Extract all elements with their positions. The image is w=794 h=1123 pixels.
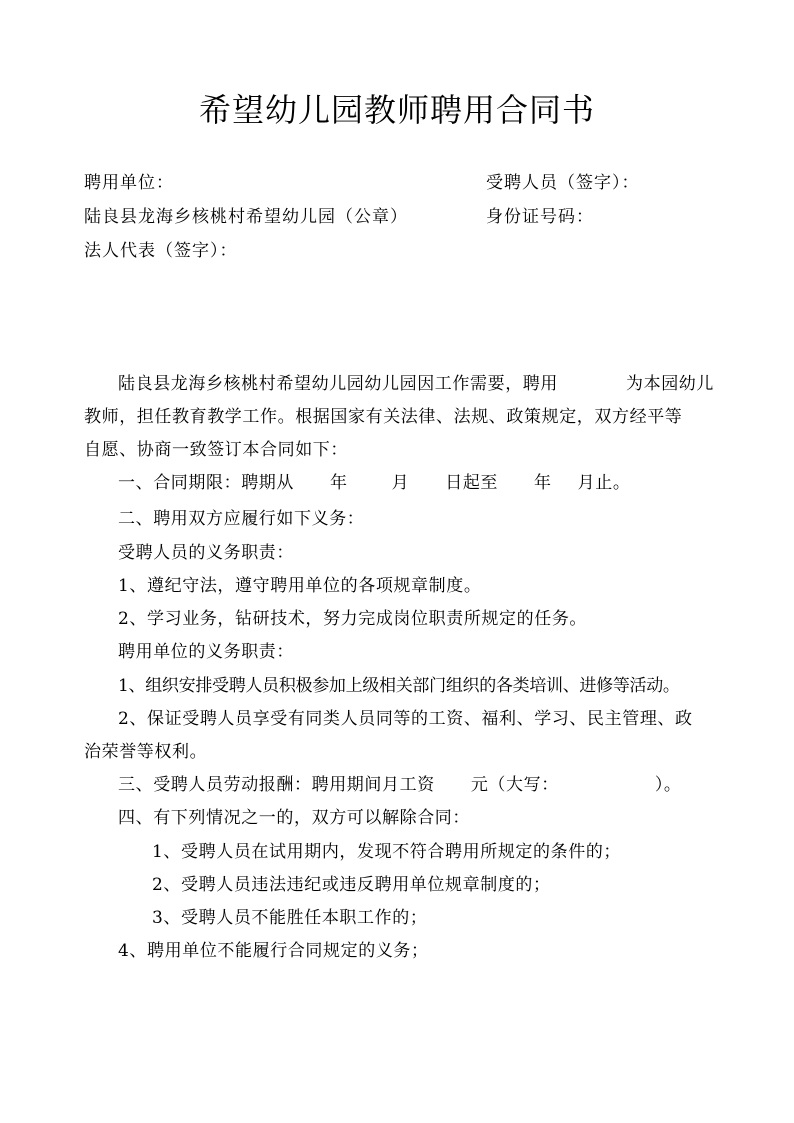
termination-item-2: 2、受聘人员违法违纪或违反聘用单位规章制度的；	[152, 875, 551, 895]
document-title: 希望幼儿园教师聘用合同书	[198, 91, 595, 129]
term-label: 一、合同期限：聘期从	[118, 473, 294, 493]
employer-duty-2-line-2: 治荣誉等权利。	[84, 742, 208, 762]
term-end-year: 年	[534, 473, 552, 493]
remuneration-close: ）。	[654, 775, 682, 795]
employer-duty-1: 1、组织安排受聘人员积极参加上级相关部门组织的各类培训、进修等活动。	[118, 676, 680, 696]
legal-representative-label: 法人代表（签字）：	[84, 241, 238, 261]
employee-duty-2: 2、学习业务，钻研技术，努力完成岗位职责所规定的任务。	[118, 609, 588, 629]
employee-signature-label: 受聘人员（签字）：	[486, 173, 640, 193]
employee-duties-heading: 受聘人员的义务职责：	[118, 543, 294, 563]
contract-term-line	[118, 471, 758, 495]
employer-duties-heading: 聘用单位的义务职责：	[118, 642, 294, 662]
term-end-month: 月止。	[577, 473, 631, 493]
term-start-month: 月	[391, 473, 410, 493]
duties-heading: 二、聘用双方应履行如下义务：	[118, 509, 365, 529]
intro-line-2: 教师，担任教育教学工作。根据国家有关法律、法规、政策规定，双方经平等	[84, 407, 683, 427]
termination-heading: 四、有下列情况之一的，双方可以解除合同：	[118, 808, 470, 828]
term-start-day: 日起至	[445, 473, 499, 493]
employer-duty-2-line-1: 2、保证受聘人员享受有同类人员同等的工资、福利、学习、民主管理、政	[118, 709, 693, 729]
remuneration-line	[118, 773, 758, 797]
employer-name: 陆良县龙海乡核桃村希望幼儿园（公章）	[84, 207, 408, 227]
intro-line-1	[118, 372, 758, 396]
remuneration-amount-label: 元（大写：	[470, 775, 559, 795]
intro-line-3: 自愿、协商一致签订本合同如下：	[84, 440, 348, 460]
id-number-label: 身份证号码：	[486, 207, 594, 227]
employee-duty-1: 1、遵纪守法，遵守聘用单位的各项规章制度。	[118, 576, 482, 596]
termination-item-3: 3、受聘人员不能胜任本职工作的；	[152, 908, 428, 928]
term-start-year: 年	[330, 473, 348, 493]
employer-label: 聘用单位：	[84, 173, 174, 193]
remuneration-label: 三、受聘人员劳动报酬：聘用期间月工资	[118, 775, 435, 795]
intro-line-1-a: 陆良县龙海乡核桃村希望幼儿园幼儿园因工作需要，聘用	[118, 374, 558, 394]
termination-item-1: 1、受聘人员在试用期内，发现不符合聘用所规定的条件的；	[152, 842, 622, 862]
termination-item-4: 4、聘用单位不能履行合同规定的义务；	[118, 941, 429, 961]
intro-line-1-b: 为本园幼儿	[626, 374, 714, 394]
